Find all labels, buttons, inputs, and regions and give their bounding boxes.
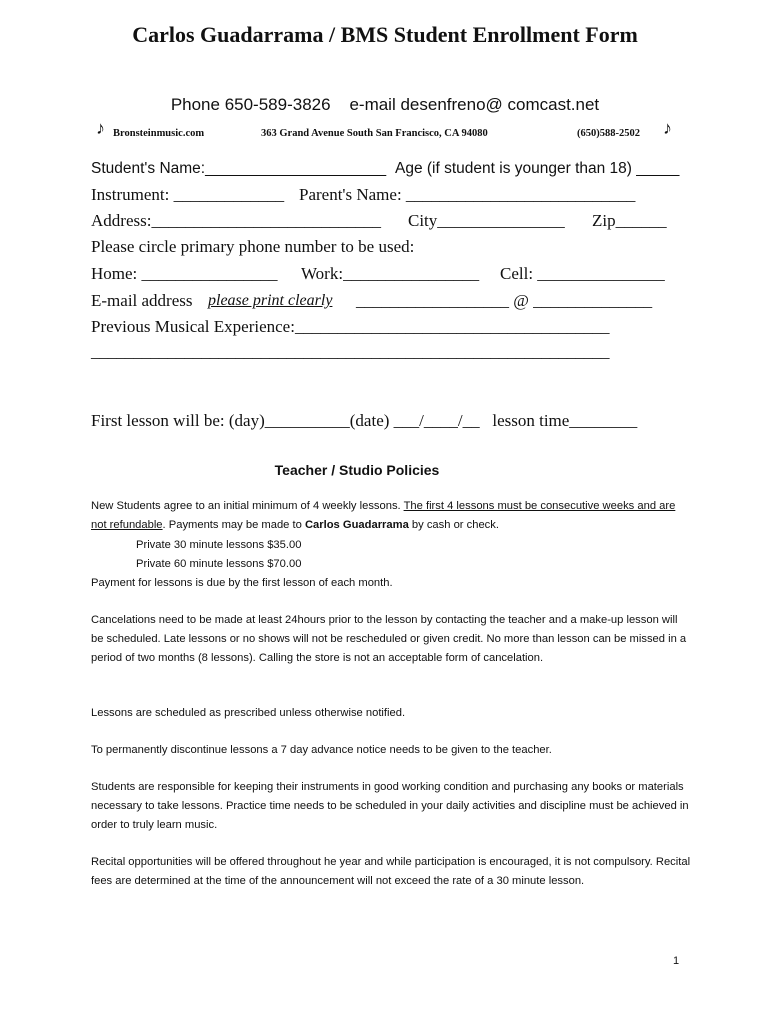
policy-cancelation: Cancelations need to be made at least 24hours prior to the lesson by contacting the teacher and a make-up lesson will be scheduled. Late lessons or no shows will not be rescheduled or given credit. No more than lesson can be missed in a period of two months (8 lessons). Calling the store is not an acceptable form of cancelation. [91, 614, 687, 664]
page-number: 1 [673, 955, 680, 967]
teacher-name: Carlos Guadarrama [304, 519, 409, 531]
student-name-field[interactable]: Student's Name:_____________________ [91, 160, 387, 177]
policy-initial-lessons [91, 497, 691, 535]
store-address: 363 Grand Avenue South San Francisco, CA 94080 [261, 128, 488, 139]
rate-60-minute: Private 60 minute lessons $70.00 [136, 558, 302, 570]
policy-nonrefundable: The first 4 lessons must be consecutive weeks and are not refundable [91, 500, 676, 531]
form-title: Carlos Guadarrama / BMS Student Enrollment Form [132, 22, 638, 47]
policy-text: by cash or check. [408, 519, 499, 531]
city-field[interactable]: City_______________ [408, 211, 565, 230]
policy-recital: Recital opportunities will be offered throughout he year and while participation is encouraged, it is not compulsory. Recital fees are determined at the time of the announcement will not exceed the rate of a 30 minute lesson. [91, 856, 691, 887]
website-text: Bronsteinmusic.com [113, 128, 205, 139]
payment-due: Payment for lessons is due by the first lesson of each month. [91, 577, 393, 589]
work-phone-field[interactable]: Work:________________ [301, 264, 480, 283]
circle-phone-label: Please circle primary phone number to be used: [91, 237, 415, 256]
first-lesson-field[interactable]: First lesson will be: (day)__________(date) ___/____/__ lesson time________ [91, 411, 638, 430]
parent-name-field[interactable]: Parent's Name: ___________________________ [299, 185, 636, 204]
email-field[interactable]: __________________ @ ______________ [356, 291, 653, 310]
cell-phone-field[interactable]: Cell: _______________ [500, 264, 665, 283]
home-phone-field[interactable]: Home: ________________ [91, 264, 278, 283]
address-field[interactable]: Address:___________________________ [91, 211, 381, 230]
policy-scheduling: Lessons are scheduled as prescribed unless otherwise notified. [91, 707, 406, 719]
rate-30-minute: Private 30 minute lessons $35.00 [136, 539, 302, 551]
email-hint: please print clearly [208, 292, 333, 309]
policy-text: New Students agree to an initial minimum of 4 weekly lessons. [91, 500, 404, 512]
policy-text: . Payments may be made to [162, 519, 305, 531]
policy-instruments: Students are responsible for keeping their instruments in good working condition and purchasing any books or materials necessary to take lessons. Practice time needs to be scheduled in your daily activities and discipline must be achieved in order to truly learn music. [91, 781, 689, 831]
instrument-field[interactable]: Instrument: _____________ [91, 185, 285, 204]
store-phone: (650)588-2502 [577, 128, 640, 139]
email-label: E-mail address [91, 291, 193, 310]
previous-experience-field[interactable]: Previous Musical Experience:_____________________________________ [91, 317, 610, 336]
music-note-icon: ♪ [663, 118, 672, 138]
music-note-icon: ♪ [96, 118, 105, 138]
contact-line: Phone 650-589-3826 e-mail desenfreno@ comcast.net [170, 95, 600, 114]
policies-heading: Teacher / Studio Policies [274, 462, 440, 478]
policy-discontinue: To permanently discontinue lessons a 7 day advance notice needs to be given to the teacher. [91, 744, 552, 756]
age-field[interactable]: Age (if student is younger than 18) _____ [395, 160, 680, 177]
previous-experience-line[interactable]: _____________________________________________________________ [91, 342, 610, 361]
zip-field[interactable]: Zip______ [592, 211, 667, 230]
